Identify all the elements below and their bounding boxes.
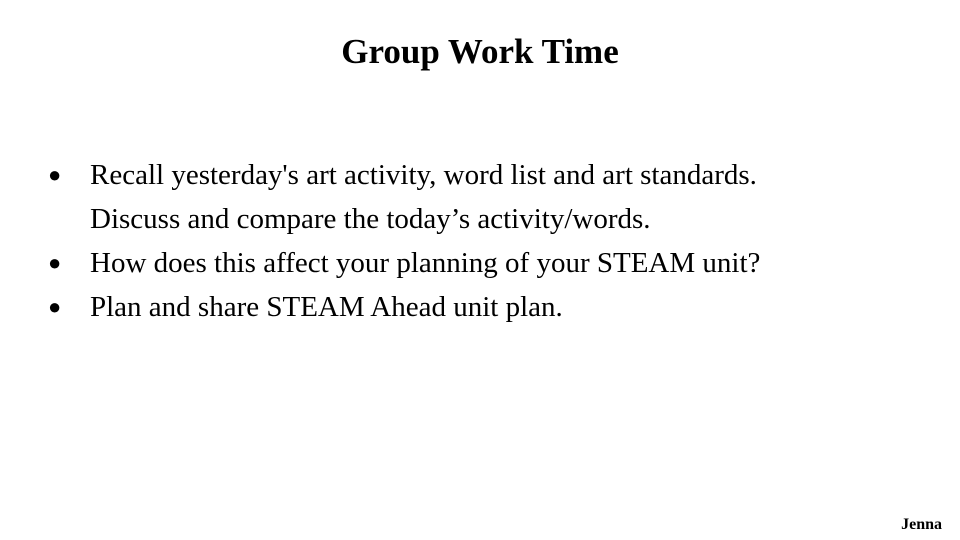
bullet-item	[48, 241, 918, 285]
bullet-item	[48, 285, 918, 329]
bullet-text-line: Recall yesterday's art activity, word list and art standards.	[90, 159, 757, 191]
bullet-text-line: Discuss and compare the today’s activity/words.	[90, 203, 651, 235]
bullet-text-line: How does this affect your planning of your STEAM unit?	[90, 247, 761, 279]
bullet-text-line: Plan and share STEAM Ahead unit plan.	[90, 291, 563, 323]
bullet-list	[48, 153, 918, 329]
bullet-dot-icon: ●	[48, 162, 62, 187]
bullet-dot-icon: ●	[48, 294, 62, 319]
bullet-dot-icon: ●	[48, 250, 62, 275]
bullet-item	[48, 153, 918, 241]
footer-author-name: Jenna	[901, 516, 942, 533]
slide-title: Group Work Time	[341, 32, 619, 71]
